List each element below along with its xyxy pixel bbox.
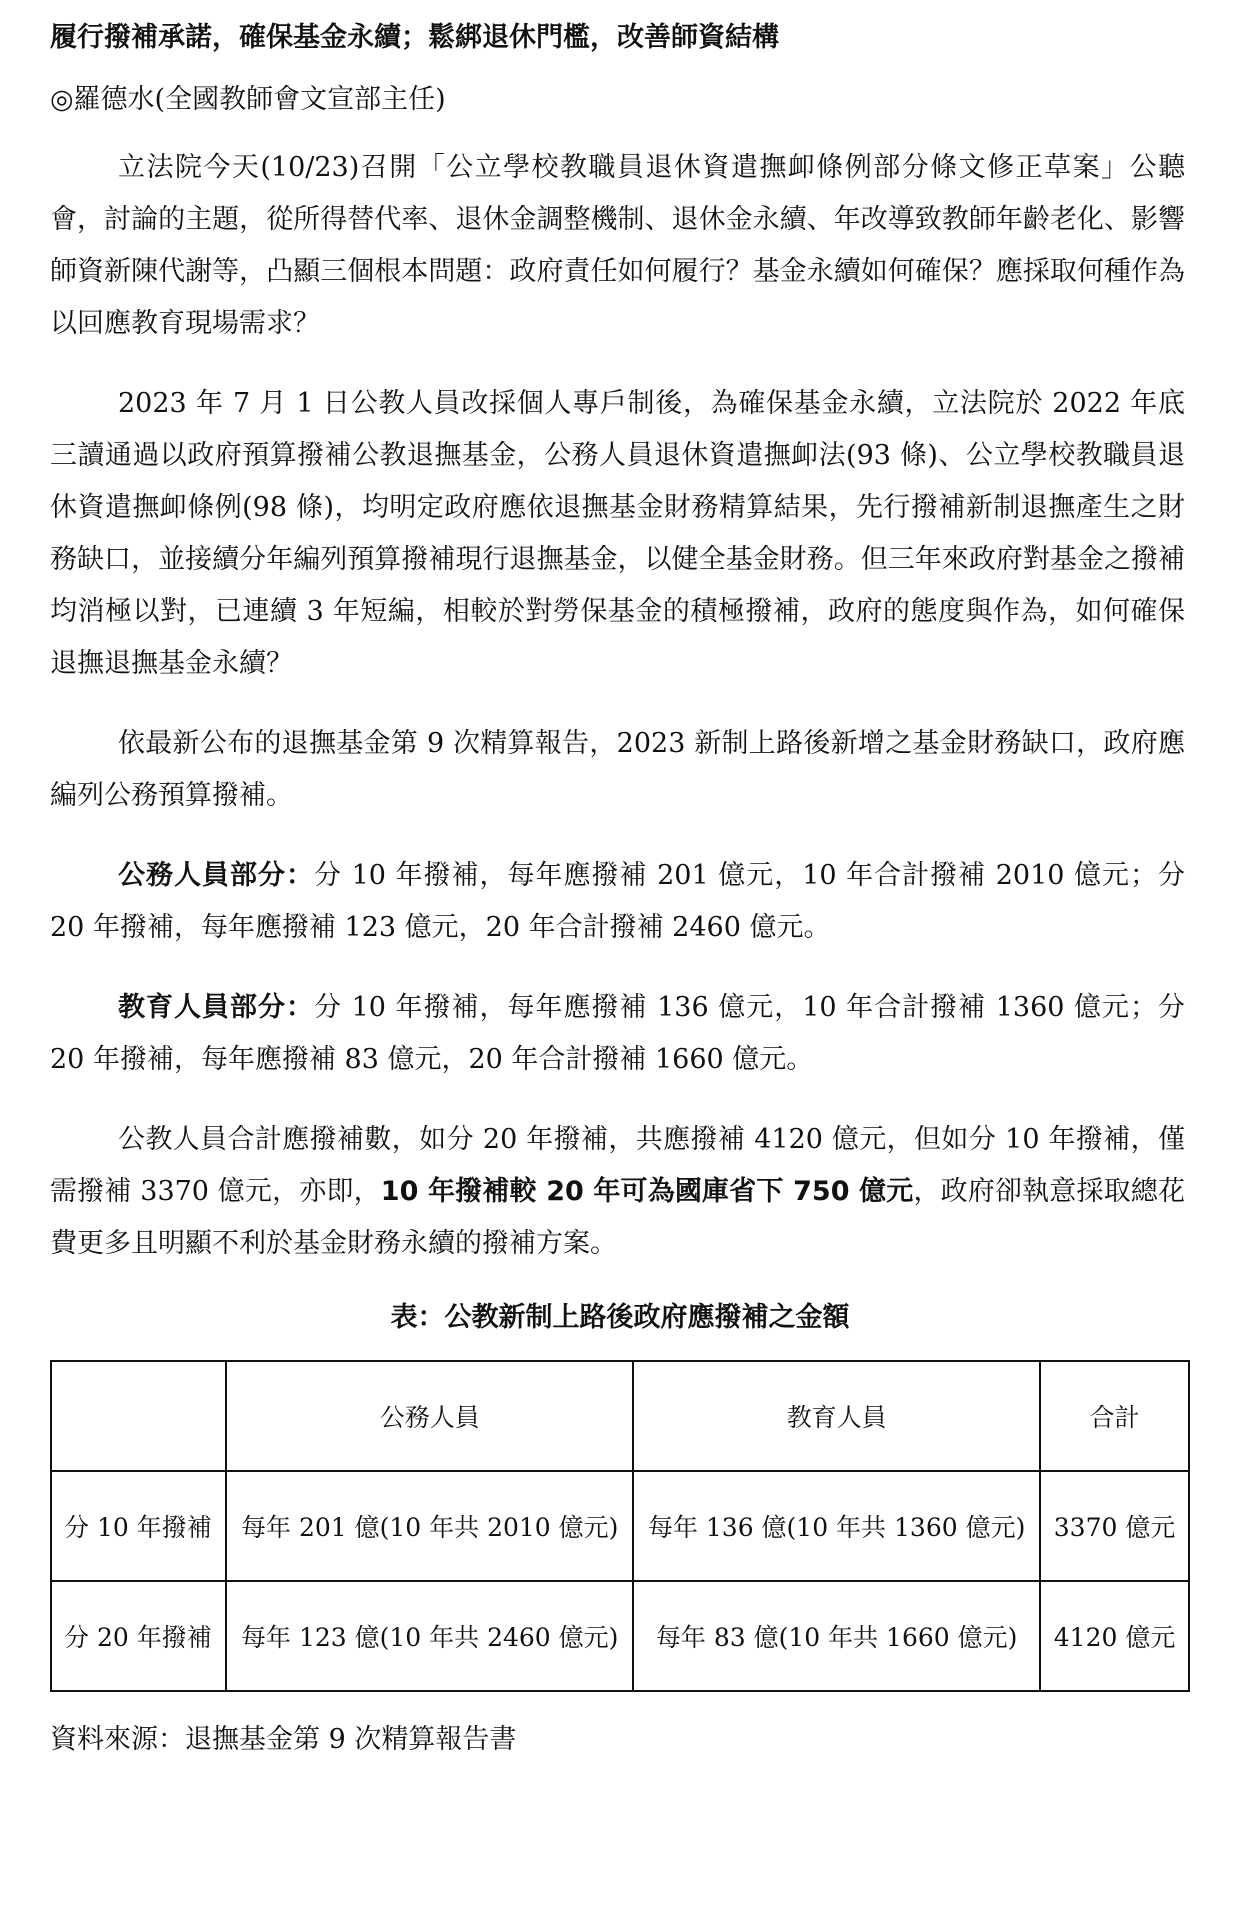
educators-text: 分 10 年撥補，每年應撥補 136 億元，10 年合計撥補 1360 億元；分 20 年撥補，每年應撥補 83 億元，20 年合計撥補 1660 億元。 bbox=[50, 992, 1185, 1075]
table-header-education: 教育人員 bbox=[633, 1361, 1040, 1471]
paragraph-civil-servants bbox=[50, 850, 1185, 954]
paragraph-actuarial-report: 依最新公布的退撫基金第 9 次精算報告，2023 新制上路後新增之基金財務缺口，政府應編列公務預算撥補。 bbox=[50, 728, 1185, 811]
conclusion-text-b: ，政府卻執意採取總花費更多且明顯不利於基金財務永續的撥補方案。 bbox=[50, 1176, 1185, 1259]
table-row bbox=[51, 1471, 1189, 1581]
conclusion-text-a: 公教人員合計應撥補數，如分 20 年撥補，共應撥補 4120 億元，但如分 10 年撥補，僅需撥補 3370 億元，亦即， bbox=[50, 1124, 1185, 1207]
table-header-civil: 公務人員 bbox=[226, 1361, 633, 1471]
document-page bbox=[50, 18, 1190, 1760]
paragraph-intro: 立法院今天(10/23)召開「公立學校教職員退休資遣撫卹條例部分條文修正草案」公聽會，討論的主題，從所得替代率、退休金調整機制、退休金永續、年改導致教師年齡老化、影響師資新陳代謝等，凸顯三個根本問題：政府責任如何履行？基金永續如何確保？應採取何種作為以回應教育現場需求？ bbox=[50, 152, 1185, 339]
table-row-label: 分 20 年撥補 bbox=[51, 1581, 226, 1691]
table-row bbox=[51, 1581, 1189, 1691]
table-header-total: 合計 bbox=[1040, 1361, 1189, 1471]
table-cell-total: 4120 億元 bbox=[1040, 1581, 1189, 1691]
civil-servants-text: 分 10 年撥補，每年應撥補 201 億元，10 年合計撥補 2010 億元；分 20 年撥補，每年應撥補 123 億元，20 年合計撥補 2460 億元。 bbox=[50, 860, 1185, 943]
paragraph-educators bbox=[50, 982, 1185, 1086]
table-row-label: 分 10 年撥補 bbox=[51, 1471, 226, 1581]
table-cell-civil: 每年 123 億(10 年共 2460 億元) bbox=[226, 1581, 633, 1691]
table-cell-education: 每年 83 億(10 年共 1660 億元) bbox=[633, 1581, 1040, 1691]
table-header-empty bbox=[51, 1361, 226, 1471]
table-caption: 表：公教新制上路後政府應撥補之金額 bbox=[390, 1302, 850, 1333]
table-cell-civil: 每年 201 億(10 年共 2010 億元) bbox=[226, 1471, 633, 1581]
table-cell-total: 3370 億元 bbox=[1040, 1471, 1189, 1581]
article-title: 履行撥補承諾，確保基金永續；鬆綁退休門檻，改善師資結構 bbox=[50, 22, 779, 53]
educators-label: 教育人員部分： bbox=[118, 992, 314, 1023]
author-line: ◎羅德水(全國教師會文宣部主任) bbox=[50, 84, 446, 115]
civil-servants-label: 公務人員部分： bbox=[118, 860, 314, 891]
table-cell-education: 每年 136 億(10 年共 1360 億元) bbox=[633, 1471, 1040, 1581]
paragraph-conclusion bbox=[50, 1114, 1185, 1270]
conclusion-highlight: 10 年撥補較 20 年可為國庫省下 750 億元 bbox=[380, 1176, 914, 1207]
funding-table bbox=[50, 1360, 1190, 1692]
source-note: 資料來源：退撫基金第 9 次精算報告書 bbox=[50, 1724, 517, 1755]
paragraph-background: 2023 年 7 月 1 日公教人員改採個人專戶制後，為確保基金永續，立法院於 2022 年底三讀通過以政府預算撥補公教退撫基金，公務人員退休資遣撫卹法(93 條)、公立學校教職員退休資遣撫卹條例(98 條)，均明定政府應依退撫基金財務精算結果，先行撥補新制退撫產生之財務缺口，並接續分年編列預算撥補現行退撫基金，以健全基金財務。但三年來政府對基金之撥補均消極以對，已連續 3 年短編，相較於對勞保基金的積極撥補，政府的態度與作為，如何確保退撫退撫基金永續？ bbox=[50, 388, 1185, 679]
table-header-row bbox=[51, 1361, 1189, 1471]
